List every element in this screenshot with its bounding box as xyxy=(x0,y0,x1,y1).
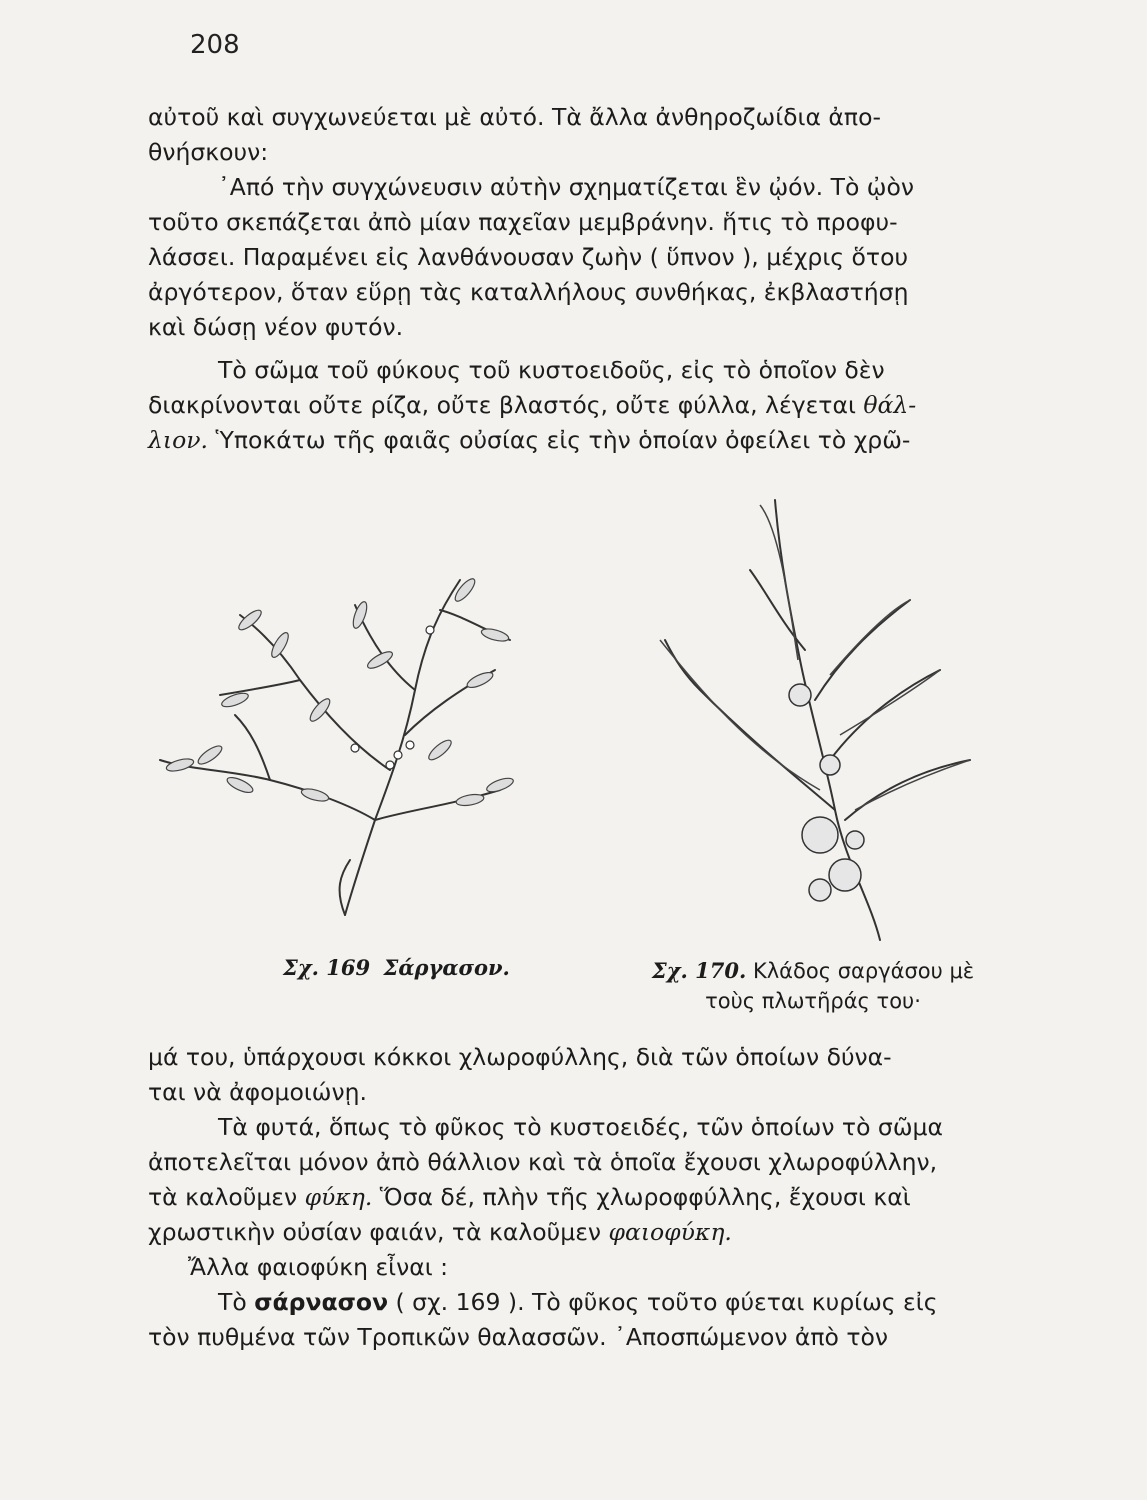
figure-title: Σάργασον. xyxy=(383,955,510,980)
text-run: τὰ καλοῦμεν xyxy=(148,1183,305,1211)
text-line: ᾿Από τὴν συγχώνευσιν αὐτὴν σχηματίζεται ἓν ᾠόν. Τὸ ᾠὸν xyxy=(218,173,914,201)
text-line xyxy=(148,1180,1010,1215)
top-text-block xyxy=(148,100,1010,458)
text-line: Τὰ φυτά, ὅπως τὸ φῦκος τὸ κυστοειδές, τῶν ὁποίων τὸ σῶμα xyxy=(218,1113,943,1141)
figure-label: Σχ. 170. xyxy=(651,958,747,983)
paragraph xyxy=(148,1040,1010,1110)
text-line: αὐτοῦ καὶ συγχωνεύεται μὲ αὐτό. Τὰ ἄλλα ἀνθηροζωίδια ἀπο- xyxy=(148,103,881,131)
text-run: χρωστικὴν οὐσίαν φαιάν, τὰ καλοῦμεν xyxy=(148,1218,609,1246)
paragraph xyxy=(148,1145,1010,1250)
italic-term: φαιοφύκη. xyxy=(608,1218,732,1246)
figure-170-caption xyxy=(633,956,993,1016)
italic-term: θάλ- xyxy=(863,391,917,419)
italic-term: λιον. xyxy=(148,426,209,454)
text-line xyxy=(148,1285,1010,1320)
text-line: θνήσκουν: xyxy=(148,138,269,166)
text-line: ται νὰ ἀφομοιώνῃ. xyxy=(148,1078,367,1106)
text-line: τὸν πυθμένα τῶν Τροπικῶν θαλασσῶν. ᾿Αποσπώμενον ἀπὸ τὸν xyxy=(148,1323,889,1351)
bottom-text-block xyxy=(148,1040,1010,1355)
bold-term: σάρνασον xyxy=(254,1288,389,1316)
text-run: ( σχ. 169 ). Τὸ φῦκος τοῦτο φύεται κυρίως εἰς xyxy=(388,1288,938,1316)
caption-text: τοὺς πλωτῆράς του· xyxy=(705,989,921,1013)
text-line xyxy=(148,1215,1010,1250)
paragraph xyxy=(148,353,1010,388)
text-line: Τὸ σῶμα τοῦ φύκους τοῦ κυστοειδοῦς, εἰς τὸ ὁποῖον δὲν xyxy=(218,356,885,384)
paragraph xyxy=(148,1110,1010,1145)
paragraph xyxy=(148,388,1010,458)
paragraph xyxy=(148,205,1010,345)
text-run: Ὅσα δέ, πλὴν τῆς χλωροφφύλλης, ἔχουσι καὶ xyxy=(372,1183,911,1211)
text-line xyxy=(148,423,1010,458)
text-line: μά του, ὑπάρχουσι κόκκοι χλωροφύλλης, διὰ τῶν ὁποίων δύνα- xyxy=(148,1043,892,1071)
text-run: Ὑποκάτω τῆς φαιᾶς οὐσίας εἰς τὴν ὁποίαν ὀφείλει τὸ χρῶ- xyxy=(208,426,911,454)
figure-169-caption xyxy=(283,953,510,983)
italic-term: φύκη. xyxy=(304,1183,373,1211)
sargassum-branch-illustration xyxy=(640,490,990,950)
paragraph xyxy=(148,100,1010,170)
text-run: διακρίνονται οὔτε ρίζα, οὔτε βλαστός, οὔτε φύλλα, λέγεται xyxy=(148,391,864,419)
text-run: Τὸ xyxy=(218,1288,255,1316)
paragraph xyxy=(148,1320,1010,1355)
text-line: καὶ δώσῃ νέον φυτόν. xyxy=(148,313,404,341)
paragraph xyxy=(148,1285,1010,1320)
page-number: 208 xyxy=(190,30,240,60)
text-line: Ἄλλα φαιοφύκη εἶναι : xyxy=(188,1253,449,1281)
figure-label: Σχ. 169 xyxy=(283,955,371,980)
text-line xyxy=(148,388,1010,423)
paragraph xyxy=(148,170,1010,205)
paragraph xyxy=(148,1250,1010,1285)
text-line: ἀργότερον, ὅταν εὕρῃ τὰς καταλλήλους συνθήκας, ἐκβλαστήσῃ xyxy=(148,278,909,306)
text-line: λάσσει. Παραμένει εἰς λανθάνουσαν ζωὴν ( ὕπνον ), μέχρις ὅτου xyxy=(148,243,909,271)
caption-text: Κλάδος σαργάσου μὲ xyxy=(752,959,975,983)
text-line: τοῦτο σκεπάζεται ἀπὸ μίαν παχεῖαν μεμβράνην. ἥτις τὸ προφυ- xyxy=(148,208,898,236)
sargassum-illustration xyxy=(140,520,540,940)
text-line: ἀποτελεῖται μόνον ἀπὸ θάλλιον καὶ τὰ ὁποῖα ἔχουσι χλωροφύλλην, xyxy=(148,1148,938,1176)
